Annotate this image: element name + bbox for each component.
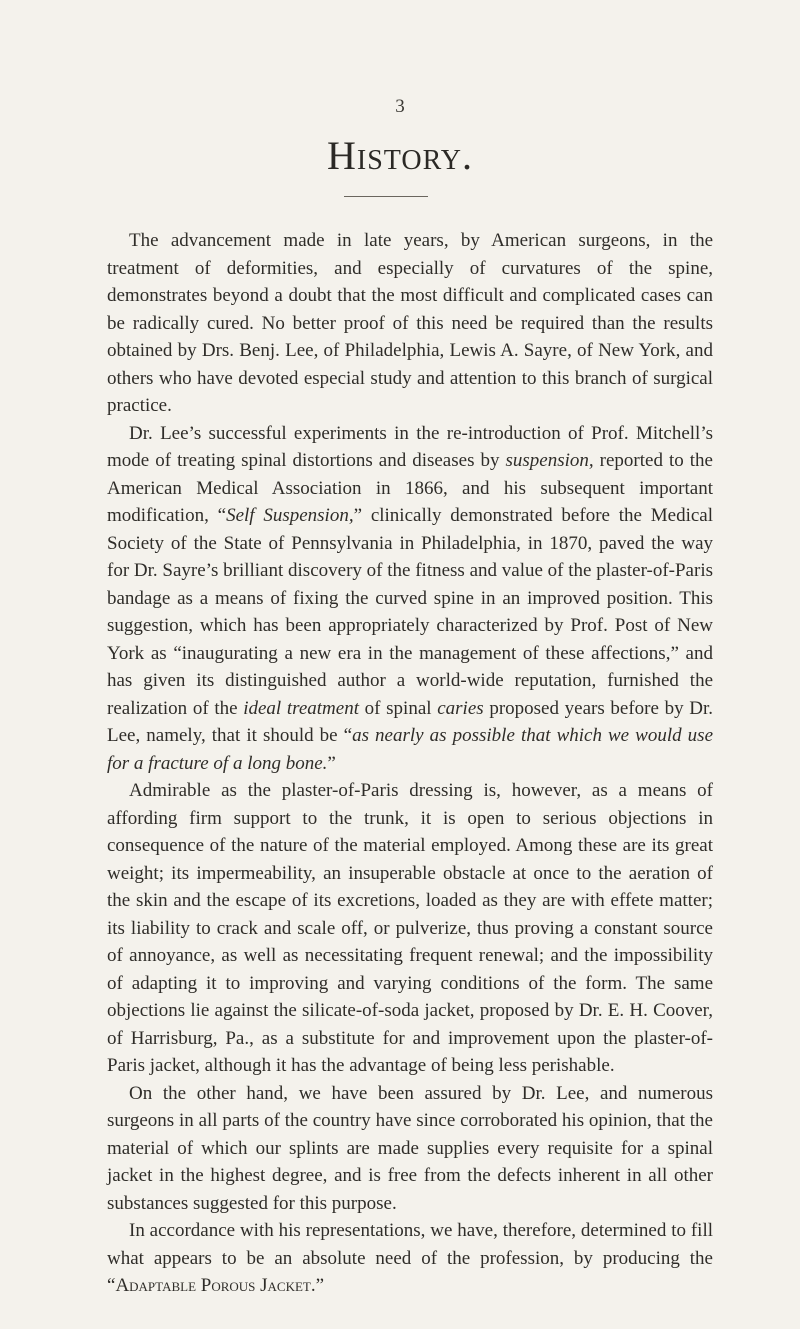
paragraph-2-text-e: ” clinically demonstrated before the Medical Society of the State of Pennsylvania in Philadelphia, in 1870, paved the way for Dr. Sayre’s brilliant discovery of the fitness and value of the plaster-of-Paris bandage as a means of fixing the curved spine in an improved position. This suggestion, which has been appropriately characterized by Prof. Post of New York as “inaugurating a new era in the management of these affections,” and has given its distinguished author a world-wide reputation, furnished the realization of the bbox=[107, 505, 713, 719]
paragraph-2-text-a: Dr. Lee’s successful experiments in the re-introduction of Prof. Mitchell’s mode of treating spinal distortions and diseases by bbox=[107, 422, 713, 471]
emphasis-fracture-quote: as nearly as possible that which we would use for a fracture of a long bone. bbox=[107, 725, 714, 774]
product-name: Adaptable Porous Jacket. bbox=[115, 1275, 316, 1296]
emphasis-self-suspension: Self Suspension, bbox=[226, 505, 354, 526]
emphasis-suspension: suspension, bbox=[505, 450, 594, 471]
title-rule bbox=[344, 196, 428, 197]
emphasis-ideal-treatment: ideal treatment bbox=[243, 697, 359, 719]
paragraph-4: On the other hand, we have been assured by Dr. Lee, and numerous surgeons in all parts of the country have since corroborated his opinion, that the material of which our splints are made supplies every requisite for a spinal jacket in the highest degree, and is free from the defects inherent in all other substances suggested for this purpose. bbox=[107, 1082, 713, 1214]
paragraph-2 bbox=[107, 420, 713, 778]
paragraph-1: The advancement made in late years, by American surgeons, in the treatment of deformities, and especially of curvatures of the spine, demonstrates beyond a doubt that the most difficult and complicated cases can be radically cured. No better proof of this need be required than the results obtained by Drs. Benj. Lee, of Philadelphia, Lewis A. Sayre, of New York, and others who have devoted especial study and attention to this branch of surgical practice. bbox=[107, 230, 713, 416]
emphasis-caries: caries bbox=[437, 697, 484, 719]
page-title: History. bbox=[327, 133, 473, 178]
page-number: 3 bbox=[395, 96, 405, 117]
paragraph-2-text-i: proposed years before by Dr. Lee, namely, that it should be “ bbox=[107, 697, 714, 746]
paragraph-3: Admirable as the plaster-of-Paris dressing is, however, as a means of affording firm support to the trunk, it is open to serious objections in consequence of the nature of the material employed. Among these are its great weight; its impermeability, an insuperable obstacle at once to the aeration of the skin and the escape of its excretions, loaded as they are with effete matter; its liability to crack and scale off, or pulverize, thus proving a constant source of annoyance, as well as necessitating frequent renewal; and the impossibility of adapting it to improving and varying conditions of the form. The same objections lie against the silicate-of-soda jacket, proposed by Dr. E. H. Coover, of Harrisburg, Pa., as a substitute for and improvement upon the plaster-of-Paris jacket, although it has the advantage of being less perishable. bbox=[107, 780, 713, 1076]
paragraph-5-text-c: ” bbox=[315, 1275, 325, 1296]
paragraph-2-text-c: reported to the American Medical Association in 1866, and his subsequent important modification, “ bbox=[107, 450, 713, 526]
paragraph-2-text-k: ” bbox=[327, 752, 336, 774]
paragraph-2-text-g: of spinal bbox=[359, 697, 438, 719]
paragraph-5-text-a: In accordance with his representations, we have, therefore, determined to fill what appears to be an absolute need of the profession, by producing the “ bbox=[107, 1220, 713, 1296]
paragraph-5 bbox=[107, 1217, 713, 1300]
body-text bbox=[107, 227, 713, 1300]
